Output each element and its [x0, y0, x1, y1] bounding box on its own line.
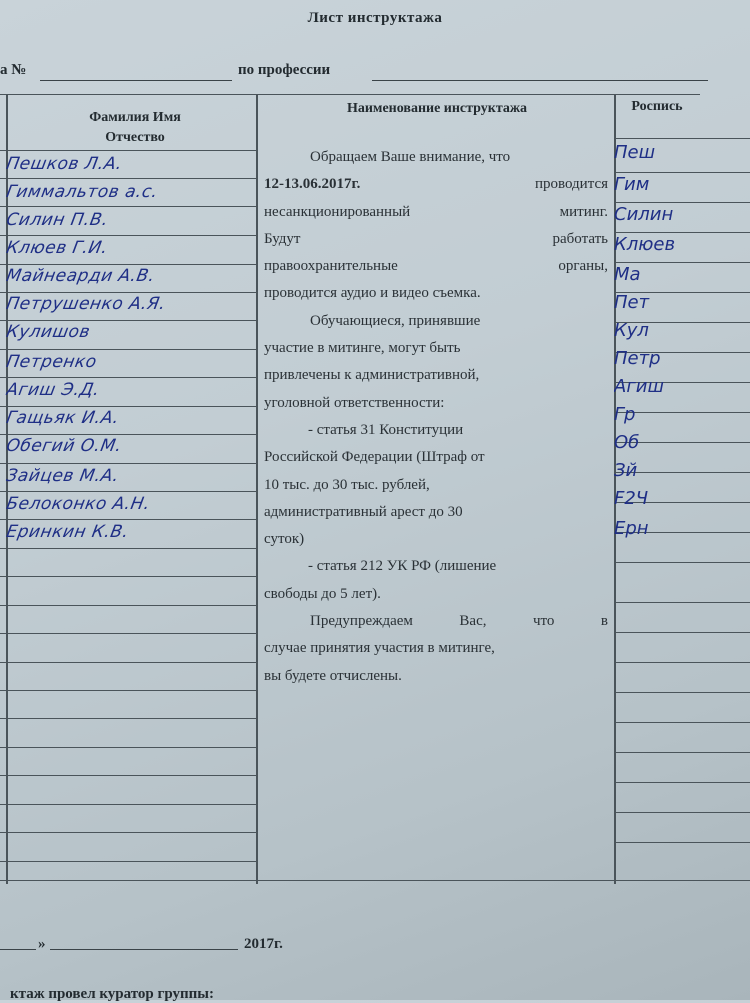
row-line [0, 690, 256, 691]
row-line [0, 747, 256, 748]
row-line [0, 292, 256, 293]
handwritten-signature: F2Ч [614, 488, 649, 509]
row-line [614, 602, 750, 603]
handwritten-name: Кулишов [4, 322, 92, 342]
group-label: а № [0, 62, 27, 78]
handwritten-signature: Зй [614, 460, 638, 481]
text-line: привлечены к административной, [264, 367, 480, 384]
bottom-line: ктаж провел куратор группы: [10, 986, 214, 1002]
text-line [264, 171, 608, 198]
row-line [0, 832, 256, 833]
text-line: административный арест до 30 [264, 503, 463, 520]
handwritten-name: Агиш Э.Д. [4, 380, 102, 400]
instruction-text [264, 144, 608, 690]
handwritten-name: Гащьяк И.А. [4, 408, 121, 428]
table-top-border [0, 94, 700, 95]
text-line: вы будете отчислены. [264, 667, 402, 684]
text-line: несанкционированный митинг. [264, 203, 608, 220]
handwritten-name: Обегий О.М. [4, 436, 124, 456]
row-line [614, 232, 750, 233]
handwritten-signature: Петр [614, 348, 661, 369]
handwritten-signature: Силин [614, 204, 674, 225]
profession-label: по профессии [238, 62, 331, 78]
row-line [614, 692, 750, 693]
handwritten-signature: Ма [614, 264, 641, 285]
handwritten-name: Клюев Г.И. [4, 238, 110, 258]
handwritten-name: Петренко [4, 352, 99, 372]
handwritten-signature: Гр [614, 404, 636, 425]
header-instruction: Наименование инструктажа [346, 101, 528, 116]
text-line: Предупреждаем Вас, что в [310, 613, 608, 630]
row-line [0, 463, 256, 464]
text-line: - статья 31 Конституции [308, 421, 464, 438]
header-signature: Роспись [631, 99, 683, 114]
row-line [0, 662, 256, 663]
handwritten-name: Гиммальтов а.с. [4, 182, 160, 202]
date-month-blank [50, 949, 238, 950]
row-line [0, 406, 256, 407]
row-line [0, 434, 256, 435]
row-line [0, 633, 256, 634]
row-line [614, 262, 750, 263]
row-line [614, 722, 750, 723]
handwritten-name: Еринкин К.В. [4, 522, 131, 542]
text-fragment: проводится [534, 176, 608, 193]
text-line: Обучающиеся, принявшие [310, 312, 481, 329]
row-line [0, 548, 256, 549]
text-line: участие в митинге, могут быть [264, 340, 461, 357]
handwritten-signature: Гим [614, 174, 650, 195]
date-year: 2017г. [244, 936, 283, 952]
handwritten-name: Зайцев М.А. [4, 466, 121, 486]
instruction-table [0, 94, 750, 884]
date-day-blank [0, 949, 36, 950]
handwritten-signature: Пет [614, 292, 650, 313]
row-line [614, 842, 750, 843]
row-line [0, 775, 256, 776]
page-title: Лист инструктажа [307, 10, 443, 26]
handwritten-name: Майнеарди А.В. [4, 266, 157, 286]
row-line [0, 264, 256, 265]
row-line [0, 861, 256, 862]
text-line: правоохранительные органы, [264, 258, 608, 275]
header-rule-right [614, 138, 750, 139]
header-rule-left [0, 150, 256, 151]
handwritten-name: Силин П.В. [4, 210, 110, 230]
header-name: Фамилия Имя Отчество [89, 110, 181, 145]
text-line: проводится аудио и видео съемка. [264, 285, 481, 302]
row-line [614, 632, 750, 633]
row-line [0, 605, 256, 606]
text-line: суток) [264, 531, 305, 548]
handwritten-name: Белоконко А.Н. [4, 494, 152, 514]
date-emphasis: 12-13.06.2017г. [264, 176, 361, 193]
row-line [0, 718, 256, 719]
row-line [614, 662, 750, 663]
group-number-line [40, 66, 232, 81]
handwritten-signature: Агиш [614, 376, 664, 397]
handwritten-signature: Клюев [614, 234, 676, 255]
profession-line [372, 66, 708, 81]
row-line [614, 562, 750, 563]
table-bottom-border [0, 880, 750, 881]
row-line [0, 804, 256, 805]
text-line: Российской Федерации (Штраф от [264, 449, 485, 466]
row-line [0, 320, 256, 321]
text-line: Будут работать [264, 230, 608, 247]
row-line [614, 202, 750, 203]
row-line [0, 349, 256, 350]
text-line: случае принятия участия в митинге, [264, 640, 495, 657]
handwritten-name: Петрушенко А.Я. [4, 294, 168, 314]
row-line [614, 782, 750, 783]
handwritten-signature: Кул [614, 320, 649, 341]
text-line: 10 тыс. до 30 тыс. рублей, [264, 476, 430, 493]
row-line [614, 812, 750, 813]
row-line [614, 752, 750, 753]
text-line: свободы до 5 лет). [264, 585, 381, 602]
handwritten-signature: Пеш [614, 142, 656, 163]
row-line [614, 172, 750, 173]
text-line: - статья 212 УК РФ (лишение [308, 558, 497, 575]
text-line: Обращаем Ваше внимание, что [310, 149, 511, 165]
handwritten-signature: Ерн [614, 518, 649, 539]
handwritten-signature: Об [614, 432, 640, 453]
row-line [0, 576, 256, 577]
handwritten-name: Пешков Л.А. [4, 154, 124, 174]
date-quote: » [38, 936, 46, 952]
text-line: уголовной ответственности: [264, 394, 445, 411]
